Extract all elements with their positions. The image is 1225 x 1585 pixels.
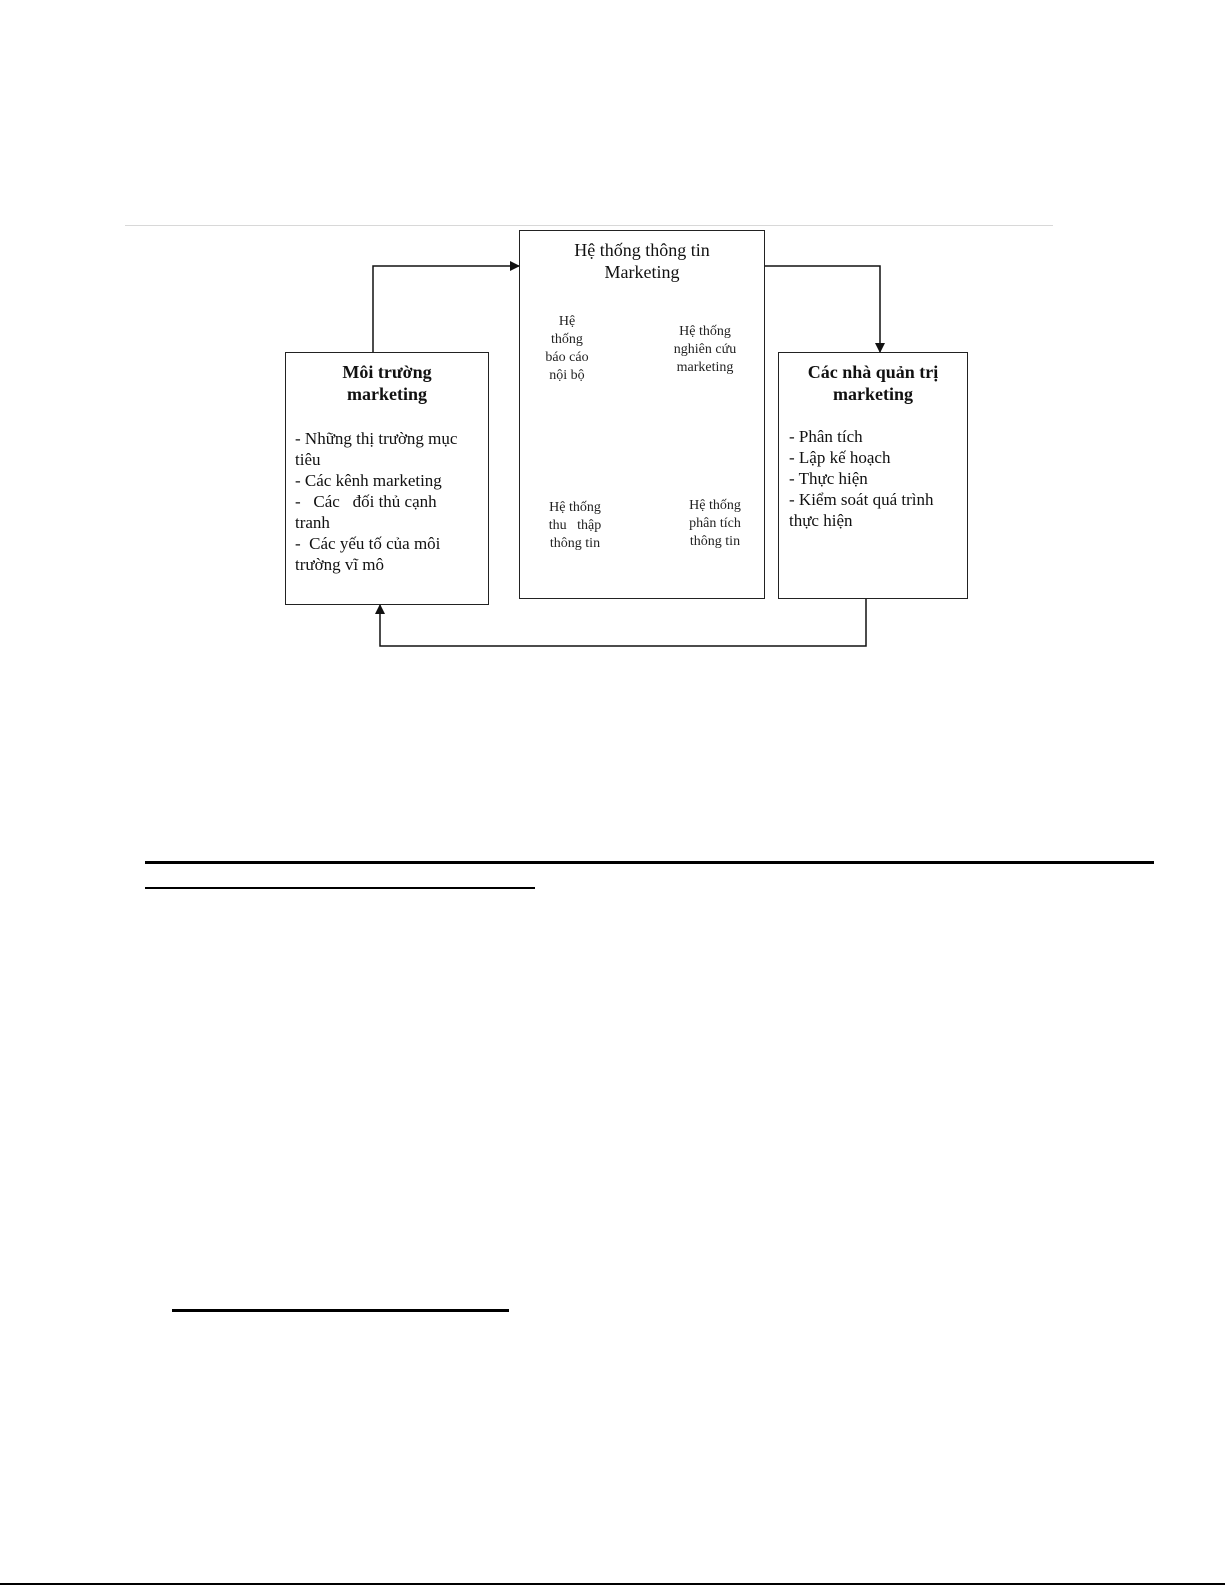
- subsystem-line: Hệ thống: [689, 498, 741, 513]
- rule-long: [145, 861, 1154, 864]
- title-line: marketing: [833, 384, 913, 404]
- mis-title: [520, 239, 764, 283]
- subsystem-line: thông tin: [549, 536, 601, 551]
- list-item: - Các đối thủ cạnh: [295, 492, 437, 511]
- subsystem-line: Hệ thống: [679, 324, 731, 339]
- list-item: - Lập kế hoạch: [789, 448, 891, 467]
- subsystem-line: phân tích: [689, 516, 741, 531]
- arrow-environment-to-mis: [373, 266, 519, 352]
- subsystem-information-analysis: [678, 497, 752, 551]
- subsystem-line: marketing: [676, 360, 734, 375]
- marketing-managers-box: [778, 352, 968, 599]
- list-item: thực hiện: [789, 511, 853, 530]
- list-item: - Phân tích: [789, 427, 863, 446]
- marketing-environment-title: [286, 361, 488, 405]
- subsystem-line: thống: [551, 332, 583, 347]
- subsystem-information-collection: [538, 499, 612, 553]
- title-line: marketing: [347, 384, 427, 404]
- marketing-environment-box: [285, 352, 489, 605]
- list-item: - Những thị trường mục: [295, 429, 458, 448]
- list-item: - Các yếu tố của môi: [295, 534, 441, 553]
- subsystem-internal-reports: [532, 313, 602, 385]
- title-line: Hệ thống thông tin: [574, 240, 710, 260]
- list-item: tranh: [295, 513, 330, 532]
- rule-short-2: [172, 1309, 509, 1312]
- subsystem-line: Hệ: [558, 314, 576, 329]
- list-item: - Các kênh marketing: [295, 471, 442, 490]
- subsystem-line: nội bộ: [549, 368, 585, 383]
- marketing-managers-title: [779, 361, 967, 405]
- arrow-managers-to-environment: [380, 599, 866, 646]
- list-item: - Thực hiện: [789, 469, 868, 488]
- rule-short-1: [145, 887, 535, 889]
- title-line: Các nhà quản trị: [807, 362, 939, 382]
- title-line: Marketing: [604, 262, 680, 282]
- arrow-mis-to-managers: [765, 266, 880, 352]
- title-line: Môi trường: [342, 362, 432, 382]
- subsystem-line: báo cáo: [545, 350, 589, 365]
- marketing-environment-items: [295, 428, 485, 575]
- subsystem-line: Hệ thống: [549, 500, 601, 515]
- list-item: tiêu: [295, 450, 321, 469]
- list-item: - Kiểm soát quá trình: [789, 490, 934, 509]
- marketing-information-system-box: [519, 230, 765, 599]
- subsystem-line: thông tin: [689, 534, 741, 549]
- subsystem-line: thu thập: [548, 518, 602, 533]
- subsystem-line: nghiên cứu: [673, 342, 737, 357]
- list-item: trường vĩ mô: [295, 555, 385, 574]
- marketing-managers-items: [789, 426, 964, 531]
- subsystem-marketing-research: [663, 323, 747, 377]
